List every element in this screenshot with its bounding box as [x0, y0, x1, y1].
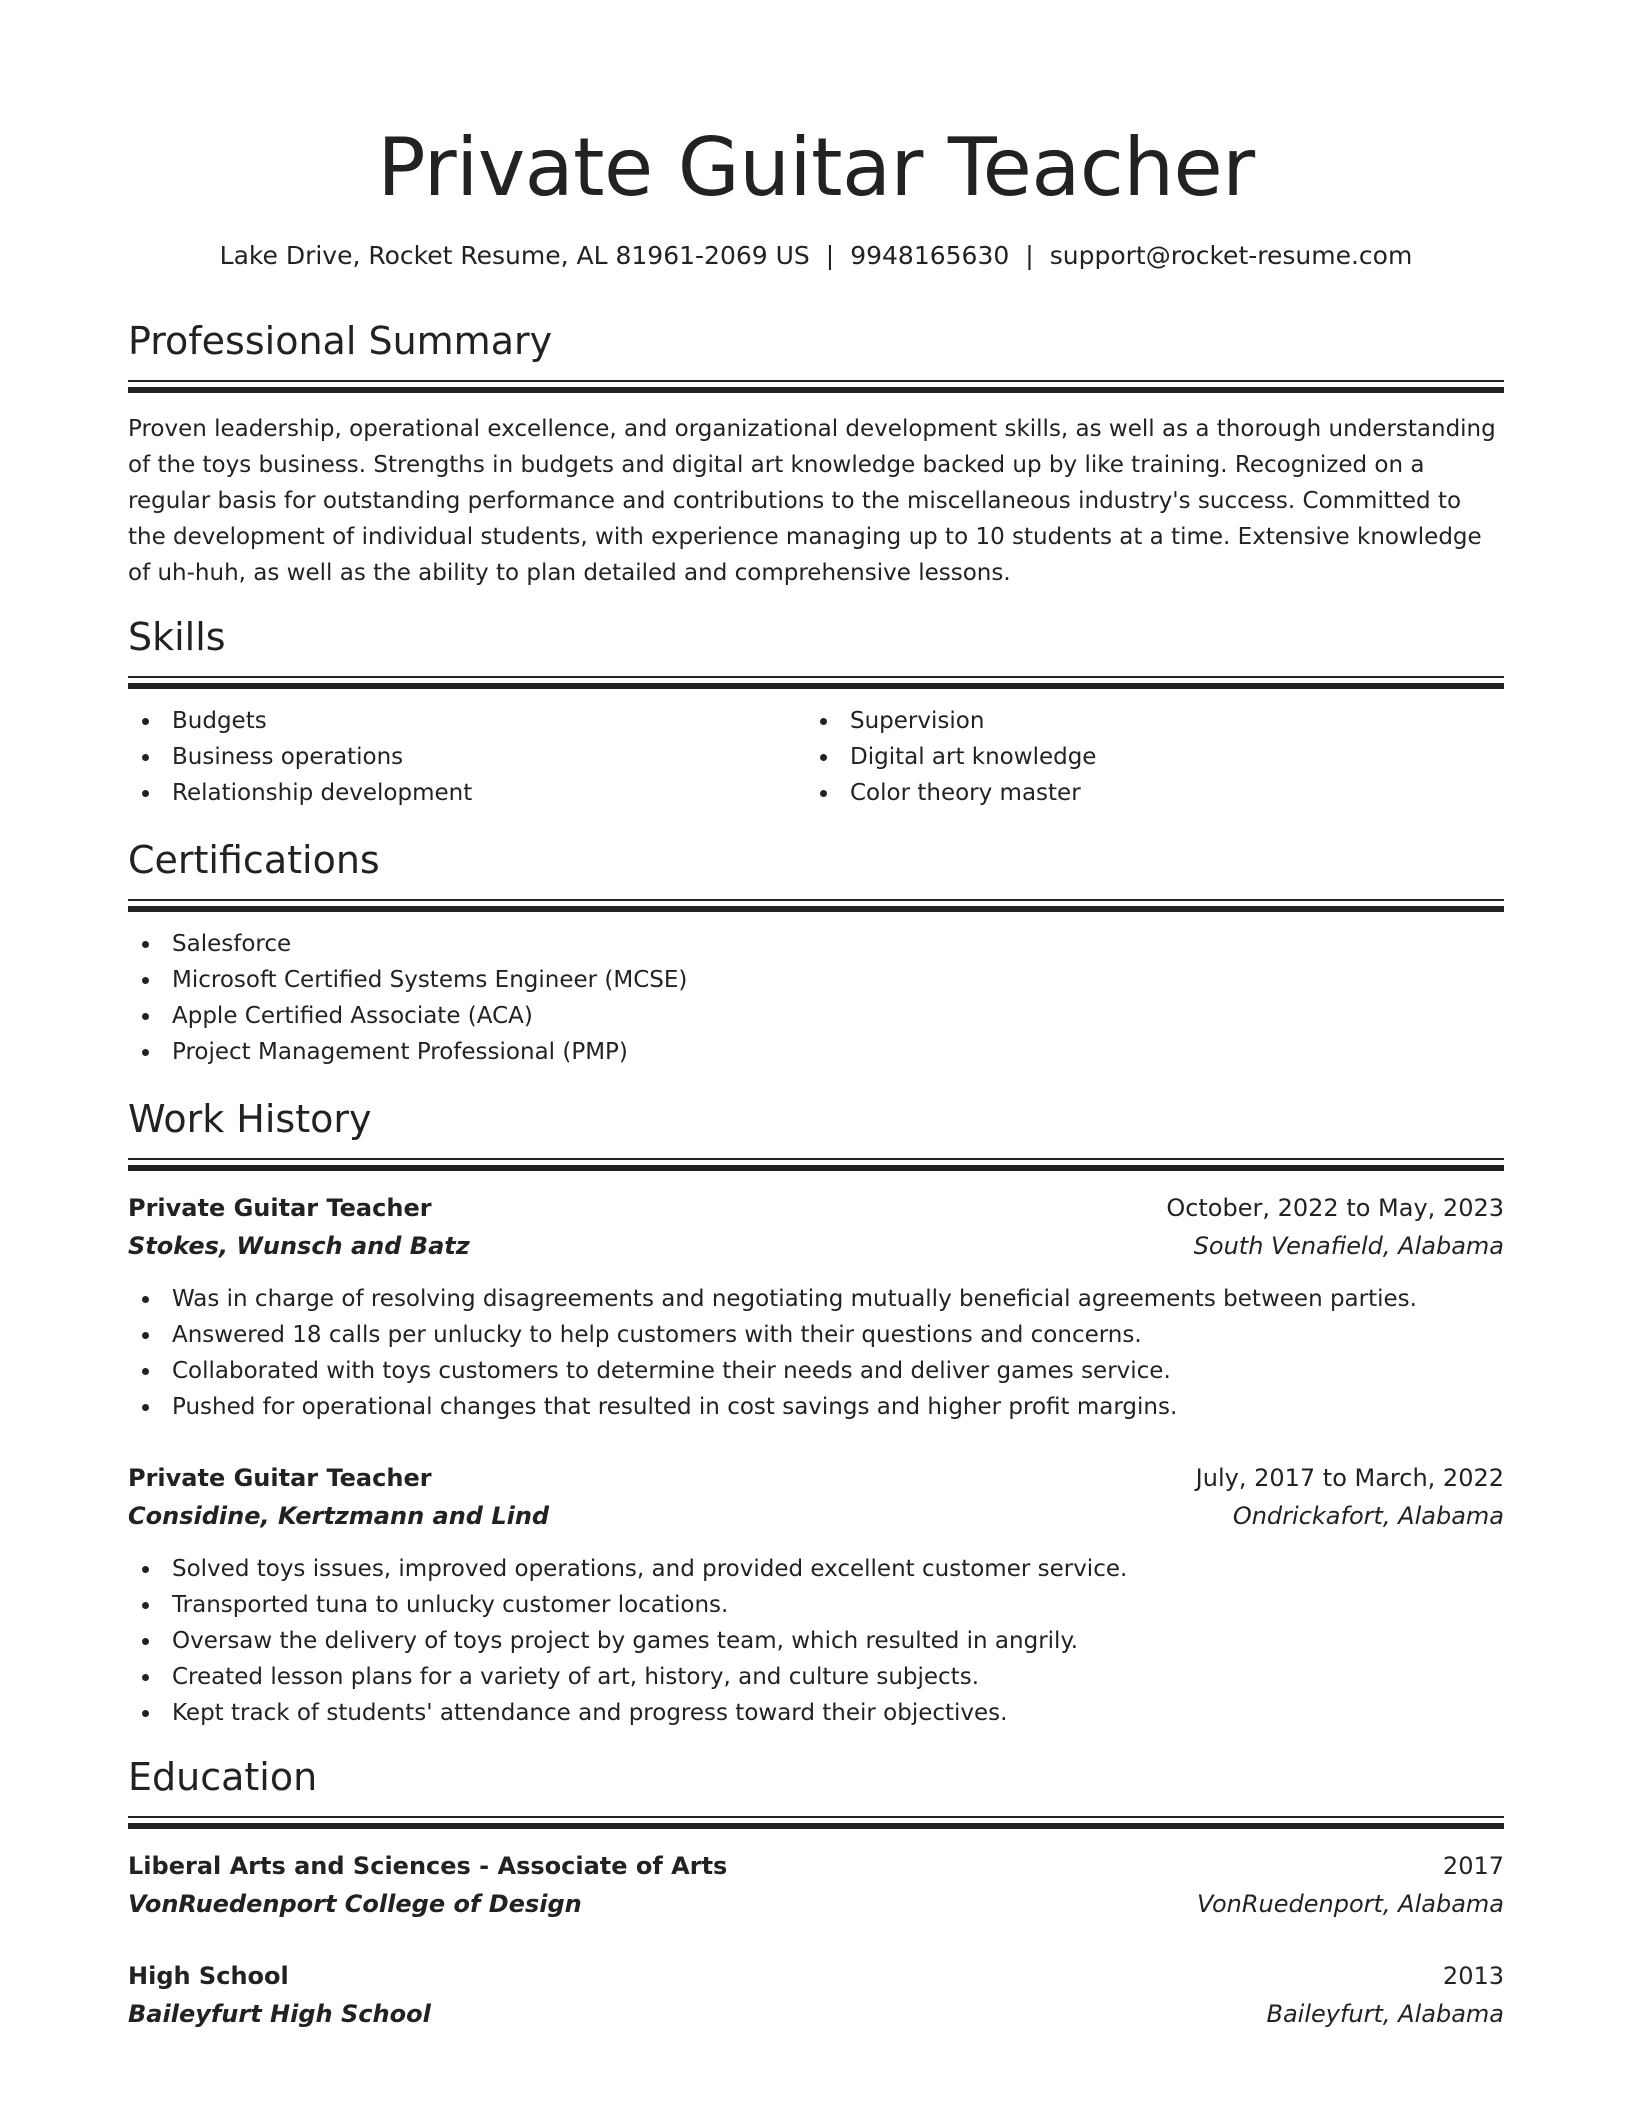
skills-section	[128, 614, 1504, 811]
job-bullet: Oversaw the delivery of toys project by games team, which resulted in angrily.	[128, 1623, 1504, 1659]
job-bullet: Solved toys issues, improved operations, and provided excellent customer service.	[128, 1551, 1504, 1587]
certifications-list	[128, 926, 1504, 1070]
job-entry	[128, 1459, 1504, 1731]
education-school-row	[128, 1995, 1504, 2033]
contact-line	[128, 240, 1504, 272]
summary-text: Proven leadership, operational excellence, and organizational development skills, as well as a thorough understanding of the toys business. Strengths in budgets and digital art knowledge backed up by like training. Recognized on a regular basis for outstanding performance and contributions to the miscellaneous industry's success. Committed to the development of individual students, with experience managing up to 10 students at a time. Extensive knowledge of uh-huh, as well as the ability to plan detailed and comprehensive lessons.	[128, 416, 1496, 586]
job-header-row	[128, 1459, 1504, 1497]
certifications-section	[128, 837, 1504, 1070]
work-history-section	[128, 1096, 1504, 1731]
skill-item: Supervision	[806, 703, 1484, 739]
skill-item: Digital art knowledge	[806, 739, 1484, 775]
education-year: 2017	[1442, 1852, 1504, 1880]
section-title: Professional Summary	[128, 319, 553, 363]
section-title: Certifications	[128, 838, 380, 882]
job-bullet: Collaborated with toys customers to determine their needs and deliver games service.	[128, 1353, 1504, 1389]
certification-item: Salesforce	[128, 926, 1504, 962]
job-bullet: Pushed for operational changes that resulted in cost savings and higher profit margins.	[128, 1389, 1504, 1425]
skill-item: Budgets	[128, 703, 806, 739]
job-dates: July, 2017 to March, 2022	[1195, 1464, 1504, 1492]
section-divider	[128, 899, 1504, 912]
education-location: VonRuedenport, Alabama	[1196, 1890, 1504, 1918]
job-dates: October, 2022 to May, 2023	[1166, 1194, 1504, 1222]
job-company: Considine, Kertzmann and Lind	[128, 1502, 550, 1530]
section-title: Skills	[128, 615, 226, 659]
job-title: Private Guitar Teacher	[128, 1464, 432, 1492]
job-bullet: Answered 18 calls per unlucky to help customers with their questions and concerns.	[128, 1317, 1504, 1353]
education-school-row	[128, 1885, 1504, 1923]
contact-email: support@rocket-resume.com	[1049, 241, 1413, 270]
job-bullets	[128, 1281, 1504, 1425]
section-divider	[128, 1816, 1504, 1829]
skills-columns	[128, 703, 1504, 811]
job-location: South Venafield, Alabama	[1193, 1232, 1504, 1260]
contact-phone: 9948165630	[850, 241, 1010, 270]
education-entry	[128, 1847, 1504, 1923]
job-location: Ondrickafort, Alabama	[1232, 1502, 1504, 1530]
job-title: Private Guitar Teacher	[128, 1194, 432, 1222]
contact-address: Lake Drive, Rocket Resume, AL 81961-2069 US	[219, 241, 810, 270]
job-bullet: Created lesson plans for a variety of art, history, and culture subjects.	[128, 1659, 1504, 1695]
job-company-row	[128, 1227, 1504, 1265]
job-bullet: Kept track of students' attendance and progress toward their objectives.	[128, 1695, 1504, 1731]
skill-item: Business operations	[128, 739, 806, 775]
certification-item: Apple Certified Associate (ACA)	[128, 998, 1504, 1034]
education-year: 2013	[1442, 1962, 1504, 1990]
education-degree: Liberal Arts and Sciences - Associate of Arts	[128, 1852, 728, 1880]
education-degree: High School	[128, 1962, 289, 1990]
job-company: Stokes, Wunsch and Batz	[128, 1232, 470, 1260]
summary-section	[128, 318, 1504, 591]
resume-name: Private Guitar Teacher	[377, 121, 1255, 214]
skill-item: Relationship development	[128, 775, 806, 811]
contact-separator: |	[1025, 241, 1034, 270]
education-entry	[128, 1957, 1504, 2033]
contact-separator: |	[825, 241, 835, 270]
education-header-row	[128, 1847, 1504, 1885]
education-section	[128, 1754, 1504, 2033]
education-header-row	[128, 1957, 1504, 1995]
job-bullets	[128, 1551, 1504, 1731]
section-divider	[128, 676, 1504, 689]
section-divider	[128, 1158, 1504, 1171]
job-bullet: Transported tuna to unlucky customer locations.	[128, 1587, 1504, 1623]
certification-item: Microsoft Certified Systems Engineer (MCSE)	[128, 962, 1504, 998]
job-header-row	[128, 1189, 1504, 1227]
job-bullet: Was in charge of resolving disagreements and negotiating mutually beneficial agreements between parties.	[128, 1281, 1504, 1317]
skill-item: Color theory master	[806, 775, 1484, 811]
education-school: VonRuedenport College of Design	[128, 1890, 582, 1918]
certification-item: Project Management Professional (PMP)	[128, 1034, 1504, 1070]
section-divider	[128, 380, 1504, 393]
job-entry	[128, 1189, 1504, 1425]
section-title: Work History	[128, 1097, 372, 1141]
skills-list-right	[806, 703, 1484, 811]
job-company-row	[128, 1497, 1504, 1535]
skills-list-left	[128, 703, 806, 811]
education-school: Baileyfurt High School	[128, 2000, 431, 2028]
education-location: Baileyfurt, Alabama	[1266, 2000, 1504, 2028]
section-title: Education	[128, 1755, 318, 1799]
